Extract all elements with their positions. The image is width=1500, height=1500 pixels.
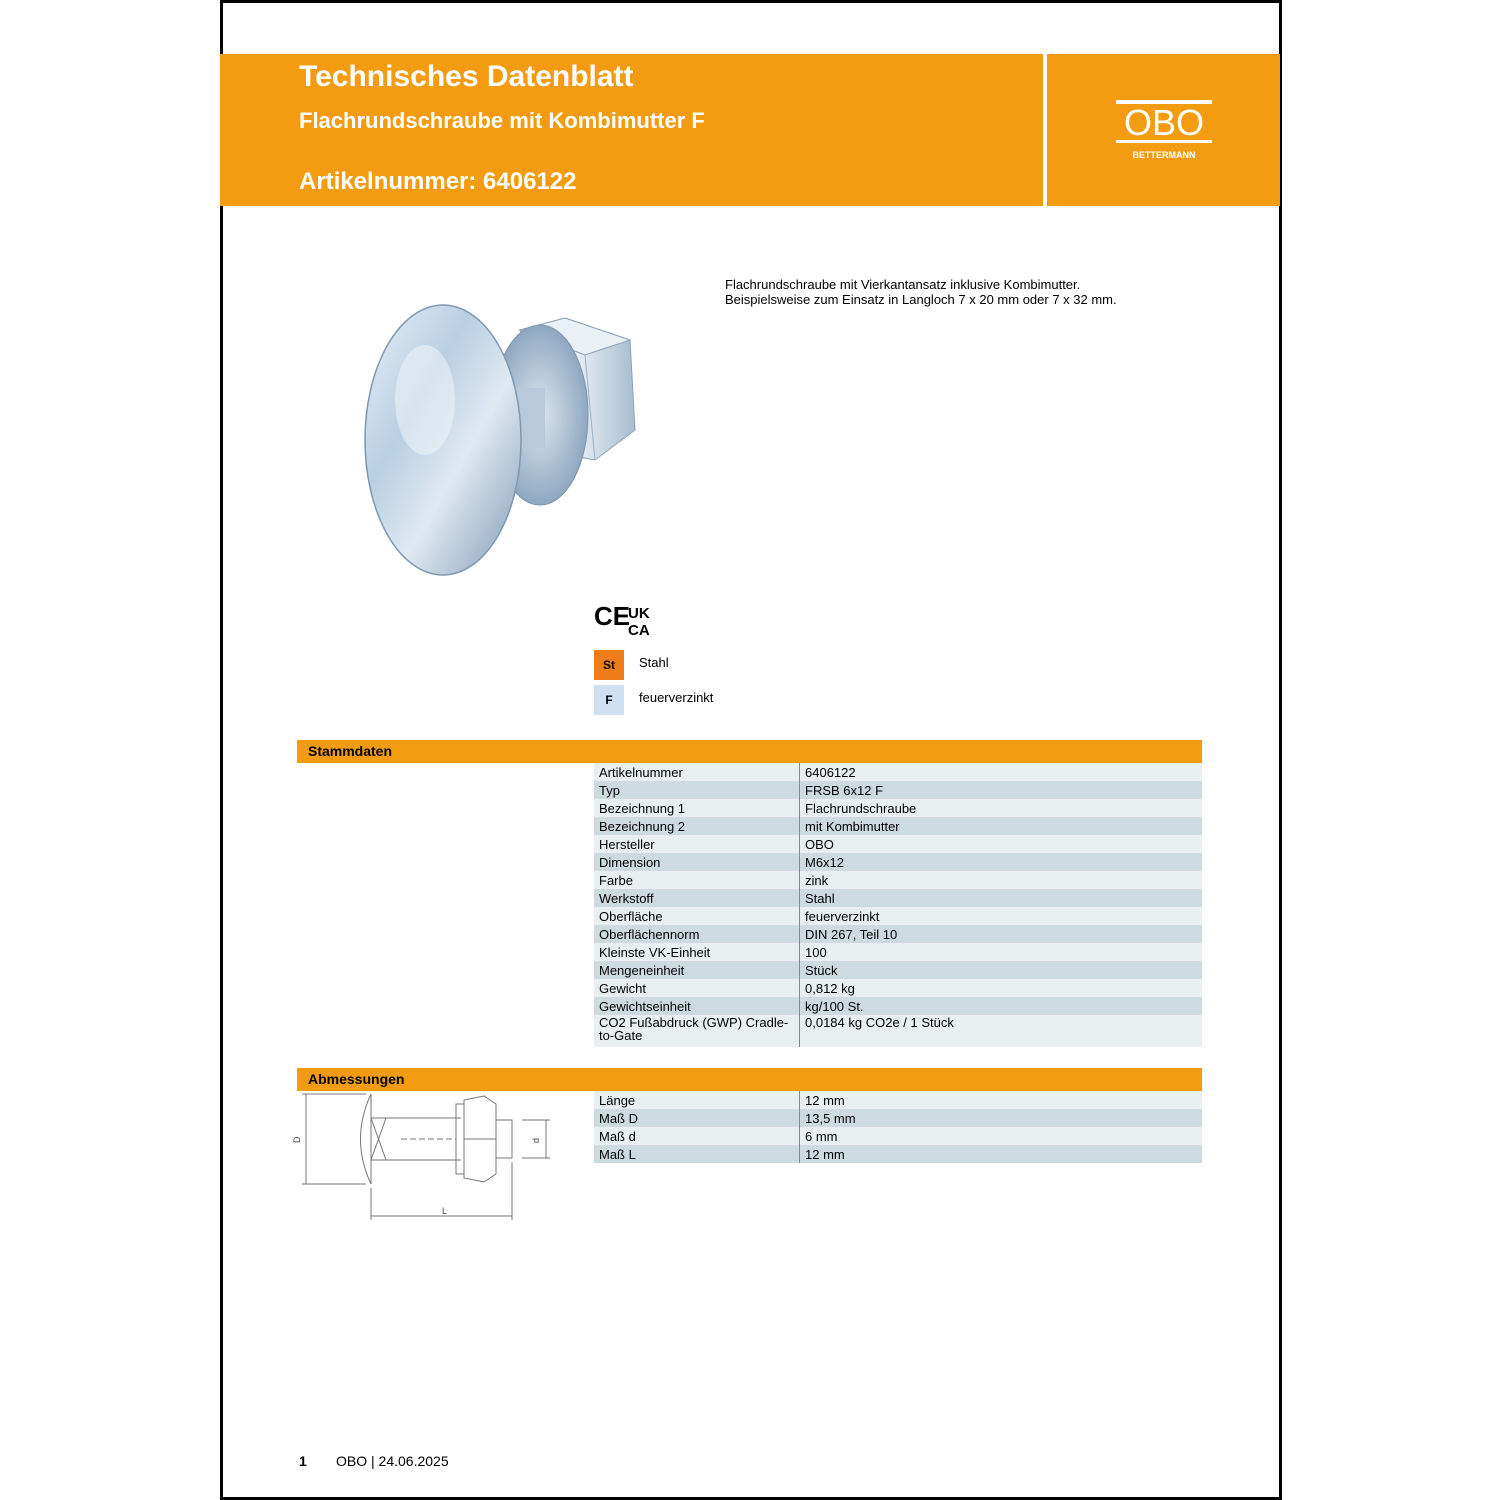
row-value: 6 mm [805,1128,838,1144]
header-divider [1043,54,1047,206]
row-value: 6406122 [805,764,856,780]
table-row [594,799,1202,817]
row-key: Oberflächennorm [594,925,800,943]
row-key: Mengeneinheit [594,961,800,979]
table-row [594,1109,1202,1127]
row-key: CO2 Fußabdruck (GWP) Cradle-to-Gate [594,1015,800,1047]
table-row [594,889,1202,907]
stammdaten-table [594,763,1202,1047]
table-row [594,817,1202,835]
row-key: Bezeichnung 2 [594,817,800,835]
table-row [594,943,1202,961]
product-description [725,277,1117,307]
row-value: M6x12 [805,854,845,870]
row-key: Dimension [594,853,800,871]
table-row [594,997,1202,1015]
surface-finish-label: feuerverzinkt [639,690,714,705]
row-value: 100 [805,944,827,960]
row-key: Artikelnummer [594,763,800,781]
row-key: Farbe [594,871,800,889]
row-key: Kleinste VK-Einheit [594,943,800,961]
table-row [594,907,1202,925]
table-row [594,781,1202,799]
row-value: OBO [805,836,834,852]
logo-text: OBO [1123,102,1205,143]
row-value: zink [805,872,829,888]
logo-subtext: BETTERMANN [1132,150,1196,160]
table-row [594,925,1202,943]
product-image [355,300,655,590]
row-key: Maß D [594,1109,800,1127]
ce-ukca-mark [594,600,664,640]
table-row [594,853,1202,871]
obo-logo [1113,98,1215,164]
row-value: Stück [805,962,838,978]
table-row [594,1127,1202,1145]
dimension-drawing [292,1090,556,1225]
table-row [594,871,1202,889]
table-row [594,1145,1202,1163]
row-value: 12 mm [805,1146,845,1162]
row-value: 12 mm [805,1092,845,1108]
table-row [594,835,1202,853]
row-key: Maß L [594,1145,800,1163]
row-value: FRSB 6x12 F [805,782,884,798]
drawing-label-D: D [292,1136,302,1143]
row-value: 0,812 kg [805,980,855,996]
table-row [594,979,1202,997]
description-line-1: Flachrundschraube mit Vierkantansatz inklusive Kombimutter. [725,277,1081,292]
section-stammdaten: Stammdaten [297,740,1202,763]
row-value: 13,5 mm [805,1110,856,1126]
row-key: Gewicht [594,979,800,997]
table-row [594,1091,1202,1109]
row-key: Oberfläche [594,907,800,925]
abmessungen-table [594,1091,1202,1163]
article-number-heading: Artikelnummer: 6406122 [299,168,577,195]
row-key: Werkstoff [594,889,800,907]
table-row [594,763,1202,781]
row-value: DIN 267, Teil 10 [805,926,898,942]
surface-finish-badge: F [594,685,624,715]
svg-text:UK: UK [628,605,650,622]
row-value: kg/100 St. [805,998,864,1014]
row-key: Länge [594,1091,800,1109]
row-key: Bezeichnung 1 [594,799,800,817]
page-title: Technisches Datenblatt [299,60,634,93]
drawing-label-L: L [442,1206,448,1216]
svg-text:CA: CA [628,622,650,639]
product-subtitle: Flachrundschraube mit Kombimutter F [299,108,705,133]
page-number: 1 [299,1453,307,1469]
row-value: mit Kombimutter [805,818,900,834]
material-steel-label: Stahl [639,655,669,670]
row-value: feuerverzinkt [805,908,880,924]
row-key: Maß d [594,1127,800,1145]
footer-text: OBO | 24.06.2025 [336,1453,449,1469]
table-row [594,1015,1202,1047]
svg-text:CE: CE [594,601,631,631]
row-value: 0,0184 kg CO2e / 1 Stück [805,1015,954,1030]
description-line-2: Beispielsweise zum Einsatz in Langloch 7 x 20 mm oder 7 x 32 mm. [725,292,1117,307]
table-row [594,961,1202,979]
row-value: Stahl [805,890,835,906]
row-key: Gewichtseinheit [594,997,800,1015]
section-abmessungen: Abmessungen [297,1068,1202,1091]
row-value: Flachrundschraube [805,800,917,816]
row-key: Hersteller [594,835,800,853]
row-key: Typ [594,781,800,799]
drawing-label-d: d [531,1137,541,1143]
material-steel-badge: St [594,650,624,680]
